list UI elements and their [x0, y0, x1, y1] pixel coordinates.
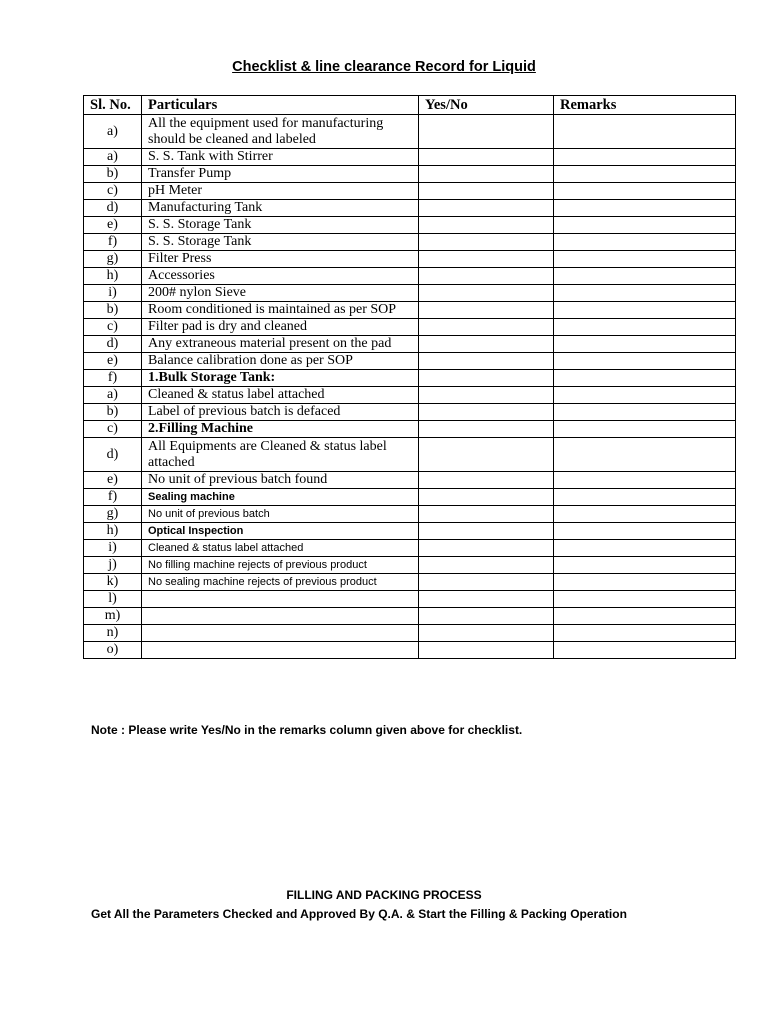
table-row — [84, 523, 736, 540]
table-row — [84, 557, 736, 574]
row-particulars: Sealing machine — [142, 489, 419, 506]
row-yes-no-cell[interactable] — [419, 557, 554, 574]
table-row — [84, 387, 736, 404]
row-particulars: Any extraneous material present on the pad — [142, 336, 419, 353]
row-yes-no-cell[interactable] — [419, 591, 554, 608]
row-sl-no: b) — [84, 404, 142, 421]
row-remarks-cell[interactable] — [554, 234, 736, 251]
table-row — [84, 438, 736, 472]
table-row — [84, 217, 736, 234]
row-sl-no: i) — [84, 285, 142, 302]
row-particulars: Label of previous batch is defaced — [142, 404, 419, 421]
table-row — [84, 319, 736, 336]
table-row — [84, 608, 736, 625]
row-remarks-cell[interactable] — [554, 472, 736, 489]
row-particulars: Filter Press — [142, 251, 419, 268]
row-sl-no: a) — [84, 149, 142, 166]
header-yes-no: Yes/No — [419, 96, 554, 115]
table-row — [84, 200, 736, 217]
row-remarks-cell[interactable] — [554, 183, 736, 200]
row-sl-no: e) — [84, 472, 142, 489]
row-particulars: S. S. Tank with Stirrer — [142, 149, 419, 166]
row-particulars: 2.Filling Machine — [142, 421, 419, 438]
row-yes-no-cell[interactable] — [419, 234, 554, 251]
table-row — [84, 336, 736, 353]
row-particulars: Optical Inspection — [142, 523, 419, 540]
row-remarks-cell[interactable] — [554, 642, 736, 659]
row-yes-no-cell[interactable] — [419, 421, 554, 438]
table-row — [84, 302, 736, 319]
row-particulars — [142, 642, 419, 659]
row-remarks-cell[interactable] — [554, 557, 736, 574]
row-remarks-cell[interactable] — [554, 166, 736, 183]
row-sl-no: a) — [84, 387, 142, 404]
section-heading: FILLING AND PACKING PROCESS — [286, 888, 482, 902]
row-sl-no: f) — [84, 234, 142, 251]
checklist-table — [83, 95, 736, 659]
row-yes-no-cell[interactable] — [419, 200, 554, 217]
row-sl-no: h) — [84, 523, 142, 540]
row-remarks-cell[interactable] — [554, 200, 736, 217]
row-particulars — [142, 608, 419, 625]
row-remarks-cell[interactable] — [554, 523, 736, 540]
row-sl-no: a) — [84, 115, 142, 149]
row-particulars: S. S. Storage Tank — [142, 217, 419, 234]
row-yes-no-cell[interactable] — [419, 370, 554, 387]
row-remarks-cell[interactable] — [554, 353, 736, 370]
row-sl-no: h) — [84, 268, 142, 285]
table-row — [84, 234, 736, 251]
row-yes-no-cell[interactable] — [419, 489, 554, 506]
row-remarks-cell[interactable] — [554, 251, 736, 268]
header-particulars: Particulars — [142, 96, 419, 115]
row-yes-no-cell[interactable] — [419, 319, 554, 336]
document-title: Checklist & line clearance Record for Liquid — [232, 59, 536, 75]
row-particulars — [142, 625, 419, 642]
row-remarks-cell[interactable] — [554, 285, 736, 302]
row-sl-no: f) — [84, 489, 142, 506]
row-sl-no: b) — [84, 166, 142, 183]
row-yes-no-cell[interactable] — [419, 302, 554, 319]
row-sl-no: i) — [84, 540, 142, 557]
row-sl-no: j) — [84, 557, 142, 574]
row-yes-no-cell[interactable] — [419, 523, 554, 540]
row-sl-no: n) — [84, 625, 142, 642]
row-remarks-cell[interactable] — [554, 387, 736, 404]
row-sl-no: c) — [84, 319, 142, 336]
row-particulars: Manufacturing Tank — [142, 200, 419, 217]
row-yes-no-cell[interactable] — [419, 472, 554, 489]
row-remarks-cell[interactable] — [554, 302, 736, 319]
table-row — [84, 489, 736, 506]
table-row — [84, 574, 736, 591]
row-yes-no-cell[interactable] — [419, 336, 554, 353]
row-remarks-cell[interactable] — [554, 370, 736, 387]
row-yes-no-cell[interactable] — [419, 183, 554, 200]
row-yes-no-cell[interactable] — [419, 506, 554, 523]
row-remarks-cell[interactable] — [554, 336, 736, 353]
row-particulars: All Equipments are Cleaned & status label attached — [142, 438, 419, 472]
table-row — [84, 370, 736, 387]
row-remarks-cell[interactable] — [554, 268, 736, 285]
row-yes-no-cell[interactable] — [419, 438, 554, 472]
row-yes-no-cell[interactable] — [419, 285, 554, 302]
row-sl-no: e) — [84, 353, 142, 370]
row-sl-no: d) — [84, 438, 142, 472]
row-remarks-cell[interactable] — [554, 421, 736, 438]
row-particulars: All the equipment used for manufacturing should be cleaned and labeled — [142, 115, 419, 149]
row-remarks-cell[interactable] — [554, 217, 736, 234]
row-yes-no-cell[interactable] — [419, 574, 554, 591]
row-remarks-cell[interactable] — [554, 319, 736, 336]
row-sl-no: g) — [84, 506, 142, 523]
table-row — [84, 268, 736, 285]
table-header-row — [84, 96, 736, 115]
row-yes-no-cell[interactable] — [419, 149, 554, 166]
row-particulars — [142, 591, 419, 608]
table-row — [84, 285, 736, 302]
row-particulars: No unit of previous batch found — [142, 472, 419, 489]
table-row — [84, 115, 736, 149]
row-remarks-cell[interactable] — [554, 574, 736, 591]
table-row — [84, 472, 736, 489]
row-particulars: Transfer Pump — [142, 166, 419, 183]
row-yes-no-cell[interactable] — [419, 642, 554, 659]
row-yes-no-cell[interactable] — [419, 540, 554, 557]
row-yes-no-cell[interactable] — [419, 166, 554, 183]
table-row — [84, 353, 736, 370]
row-remarks-cell[interactable] — [554, 115, 736, 149]
row-sl-no: m) — [84, 608, 142, 625]
row-sl-no: d) — [84, 336, 142, 353]
row-particulars: S. S. Storage Tank — [142, 234, 419, 251]
row-remarks-cell[interactable] — [554, 608, 736, 625]
row-particulars: No unit of previous batch — [142, 506, 419, 523]
row-sl-no: f) — [84, 370, 142, 387]
row-particulars: Cleaned & status label attached — [142, 387, 419, 404]
row-remarks-cell[interactable] — [554, 591, 736, 608]
row-yes-no-cell[interactable] — [419, 353, 554, 370]
row-yes-no-cell[interactable] — [419, 268, 554, 285]
row-remarks-cell[interactable] — [554, 540, 736, 557]
row-particulars: 200# nylon Sieve — [142, 285, 419, 302]
table-row — [84, 625, 736, 642]
row-particulars: Filter pad is dry and cleaned — [142, 319, 419, 336]
row-particulars: No filling machine rejects of previous product — [142, 557, 419, 574]
table-row — [84, 183, 736, 200]
row-remarks-cell[interactable] — [554, 149, 736, 166]
row-yes-no-cell[interactable] — [419, 387, 554, 404]
row-sl-no: e) — [84, 217, 142, 234]
row-remarks-cell[interactable] — [554, 404, 736, 421]
row-sl-no: l) — [84, 591, 142, 608]
row-particulars: No sealing machine rejects of previous product — [142, 574, 419, 591]
row-sl-no: g) — [84, 251, 142, 268]
row-remarks-cell[interactable] — [554, 438, 736, 472]
row-particulars: Balance calibration done as per SOP — [142, 353, 419, 370]
row-remarks-cell[interactable] — [554, 506, 736, 523]
row-particulars: Room conditioned is maintained as per SOP — [142, 302, 419, 319]
table-row — [84, 642, 736, 659]
row-particulars: Accessories — [142, 268, 419, 285]
row-sl-no: b) — [84, 302, 142, 319]
table-row — [84, 251, 736, 268]
row-yes-no-cell[interactable] — [419, 217, 554, 234]
row-particulars: 1.Bulk Storage Tank: — [142, 370, 419, 387]
table-row — [84, 506, 736, 523]
row-yes-no-cell[interactable] — [419, 625, 554, 642]
row-yes-no-cell[interactable] — [419, 115, 554, 149]
table-row — [84, 540, 736, 557]
table-row — [84, 591, 736, 608]
row-particulars: pH Meter — [142, 183, 419, 200]
row-yes-no-cell[interactable] — [419, 251, 554, 268]
table-row — [84, 166, 736, 183]
row-remarks-cell[interactable] — [554, 625, 736, 642]
row-sl-no: c) — [84, 421, 142, 438]
table-row — [84, 404, 736, 421]
note-text: Note : Please write Yes/No in the remarks column given above for checklist. — [91, 723, 523, 737]
row-remarks-cell[interactable] — [554, 489, 736, 506]
header-remarks: Remarks — [554, 96, 736, 115]
row-sl-no: d) — [84, 200, 142, 217]
table-row — [84, 149, 736, 166]
header-sl-no: Sl. No. — [84, 96, 142, 115]
row-yes-no-cell[interactable] — [419, 608, 554, 625]
section-text: Get All the Parameters Checked and Approved By Q.A. & Start the Filling & Packing Operation — [91, 907, 627, 921]
row-particulars: Cleaned & status label attached — [142, 540, 419, 557]
row-sl-no: o) — [84, 642, 142, 659]
row-yes-no-cell[interactable] — [419, 404, 554, 421]
row-sl-no: c) — [84, 183, 142, 200]
row-sl-no: k) — [84, 574, 142, 591]
table-row — [84, 421, 736, 438]
